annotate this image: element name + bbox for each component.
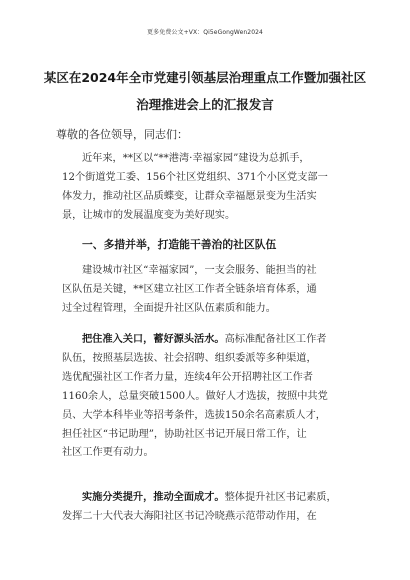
paragraph-line: 区队伍是关键，**区建立社区工作者全链条培育体系，通 xyxy=(62,283,317,295)
paragraph-intro xyxy=(62,150,352,226)
paragraph-line: 12个街道党工委、156个社区党组织、371个小区党支部一 xyxy=(62,171,328,183)
paragraph-line: 队伍，按照基层选拔、社会招聘、组织委派等多种渠道， xyxy=(62,352,317,364)
paragraph-line: 员、大学本科毕业等招考条件，选拔150余名高素质人才， xyxy=(62,409,326,421)
paragraph-line: 过全过程管理，全面提升社区队伍素质和能力。 xyxy=(62,302,276,314)
paragraph-lead: 把住准入关口，蓄好源头活水。 xyxy=(82,334,225,345)
paragraph-line xyxy=(62,489,352,508)
paragraph-line xyxy=(62,331,352,350)
salutation: 尊敬的各位领导，同志们： xyxy=(56,128,188,141)
document-title-line-2: 治理推进会上的汇报发言 xyxy=(136,97,274,112)
paragraph-line: 景，让城市的发展温度变为美好现实。 xyxy=(62,209,236,221)
paragraph-line: 选优配强社区工作者力量，连续4年公开招聘社区工作者 xyxy=(62,371,313,383)
paragraph-line: 体发力，推动社区品质蝶变，让群众幸福愿景变为生活实 xyxy=(62,190,317,202)
paragraph-line: 建设城市社区“幸福家园”，一支会服务、能担当的社 xyxy=(82,265,317,276)
paragraph-admission xyxy=(62,331,352,463)
document-title-line-1: 某区在2024年全市党建引领基层治理重点工作暨加强社区 xyxy=(43,70,367,85)
paragraph-classification xyxy=(62,489,352,527)
paragraph-line: 担任社区“书记助理”，协助社区书记开展日常工作，让 xyxy=(62,428,307,440)
paragraph-text: 高标准配备社区工作者 xyxy=(224,334,327,345)
paragraph-line: 近年来，**区以“**港湾·幸福家园”建设为总抓手， xyxy=(82,153,310,164)
paragraph-line: 社区工作更有动力。 xyxy=(62,447,154,459)
paragraph-line: 发挥二十大代表大海阳社区书记冷晓燕示范带动作用，在 xyxy=(62,510,317,522)
paragraph-team xyxy=(62,262,352,319)
paragraph-line: 1160余人，总量突破1500人。做好人才选拔，按照中共党 xyxy=(62,390,328,402)
paragraph-lead: 实施分类提升，推动全面成才。 xyxy=(82,492,225,503)
header-watermark: 更多免费公文+VX：Qi5eGongWen2024 xyxy=(147,29,263,36)
paragraph-text: 整体提升社区书记素质， xyxy=(224,492,337,503)
section-heading: 一、多措并举，打造能干善治的社区队伍 xyxy=(82,238,277,251)
